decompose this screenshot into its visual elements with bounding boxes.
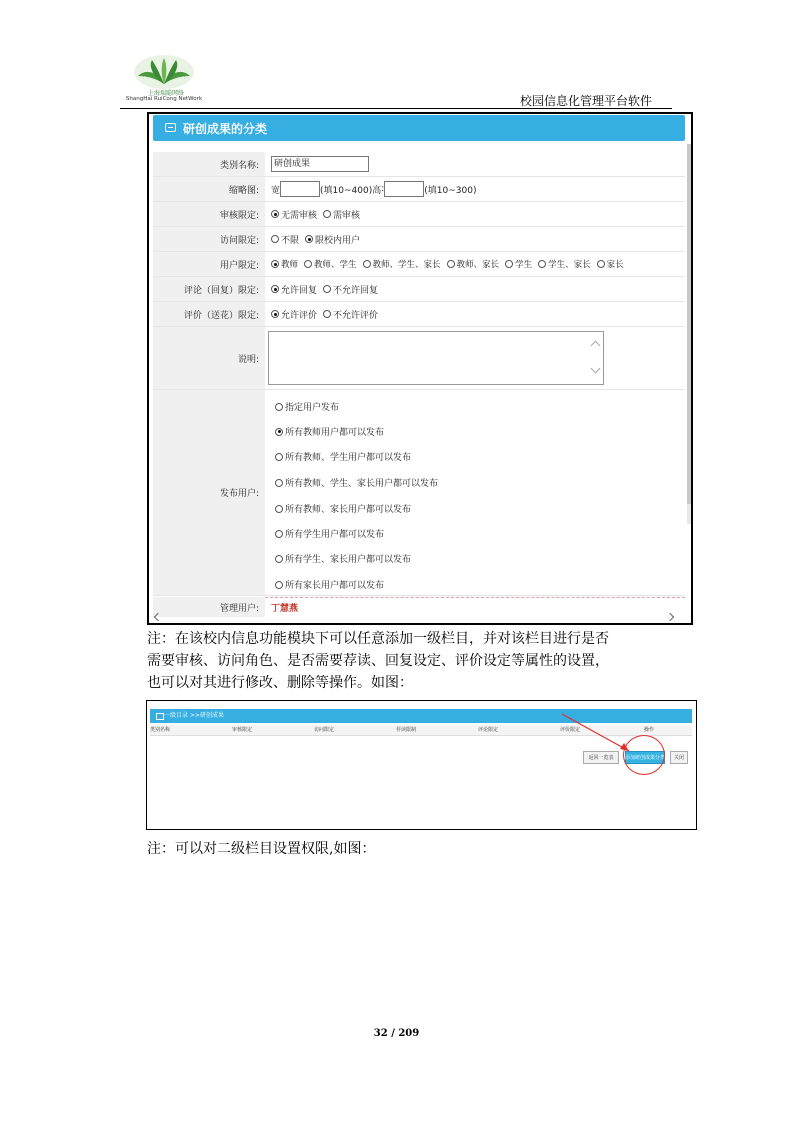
- note1-line1: 注：在该校内信息功能模块下可以任意添加一级栏目，并对该栏目进行是否: [147, 631, 609, 647]
- radio-selected-icon: [305, 235, 313, 243]
- rating-option-deny[interactable]: 不允许评价: [323, 308, 378, 321]
- review-option-no-review[interactable]: 无需审核: [271, 208, 317, 221]
- publisher-option-7[interactable]: 所有家长用户都可以发布: [275, 578, 384, 591]
- comment-option-allow[interactable]: 允许回复: [271, 283, 317, 296]
- column-header: 荐读限制: [396, 727, 417, 733]
- radio-icon: [275, 453, 283, 461]
- row-publisher: [153, 390, 685, 596]
- access-option-campus[interactable]: 限校内用户: [305, 233, 360, 246]
- radio-icon: [275, 555, 283, 563]
- logo-cn-text: 上海瑞聪网络: [147, 90, 184, 97]
- category-list-screenshot: [146, 700, 697, 830]
- row-access: [153, 227, 685, 252]
- chat-icon: [165, 123, 176, 132]
- radio-icon: [538, 260, 546, 268]
- scrollbar-thumb[interactable]: [687, 144, 691, 504]
- users-option-1[interactable]: 教师、学生: [304, 258, 357, 270]
- scroll-down-icon[interactable]: [591, 364, 601, 374]
- header-title: 校园信息化管理平台软件: [520, 94, 653, 108]
- users-option-6[interactable]: 家长: [597, 258, 624, 270]
- radio-icon: [275, 505, 283, 513]
- radio-selected-icon: [271, 310, 279, 318]
- users-option-4[interactable]: 学生: [505, 258, 532, 270]
- radio-selected-icon: [275, 428, 283, 436]
- users-option-2[interactable]: 教师、学生、家长: [363, 258, 441, 270]
- radio-icon: [275, 581, 283, 589]
- radio-icon: [323, 310, 331, 318]
- radio-icon: [275, 403, 283, 411]
- access-label: 访问限定:: [153, 227, 265, 251]
- logo-en-text: ShangHai RuiCong NetWork: [125, 96, 203, 102]
- category-form-screenshot: [147, 112, 693, 625]
- category-name-input[interactable]: 研创成果: [271, 156, 369, 172]
- form-title-bar: [153, 115, 685, 141]
- radio-icon: [363, 260, 371, 268]
- users-option-0[interactable]: 教师: [271, 258, 298, 270]
- width-input[interactable]: [280, 181, 320, 197]
- radio-icon: [304, 260, 312, 268]
- width-hint: (填10~400): [320, 185, 373, 196]
- radio-icon: [323, 285, 331, 293]
- row-category-name: [153, 152, 685, 177]
- column-header: 访问限定: [314, 727, 335, 733]
- radio-icon: [447, 260, 455, 268]
- height-hint: (填10~300): [424, 185, 477, 196]
- rating-option-allow[interactable]: 允许评价: [271, 308, 317, 321]
- manager-value[interactable]: 丁慧燕: [265, 597, 685, 617]
- column-header: 类别名称: [150, 727, 171, 733]
- row-manager: [153, 597, 685, 617]
- list-icon: [156, 713, 164, 720]
- rating-label: 评价（送花）限定:: [153, 302, 265, 326]
- radio-selected-icon: [271, 210, 279, 218]
- height-input[interactable]: [384, 181, 424, 197]
- radio-icon: [275, 479, 283, 487]
- scroll-up-icon[interactable]: [591, 341, 601, 351]
- column-header: 评论限定: [478, 727, 499, 733]
- width-prefix: 宽: [271, 185, 281, 196]
- note2: 注：可以对二级栏目设置权限,如图：: [147, 841, 376, 857]
- comment-option-deny[interactable]: 不允许回复: [323, 283, 378, 296]
- row-review: [153, 202, 685, 227]
- publisher-option-3[interactable]: 所有教师、学生、家长用户都可以发布: [275, 476, 438, 489]
- description-label: 说明:: [153, 327, 265, 389]
- height-prefix: 高: [372, 185, 382, 196]
- radio-icon: [271, 235, 279, 243]
- note1-line2: 需要审核、访问角色、是否需要荐读、回复设定、评价设定等属性的设置，: [147, 653, 609, 669]
- publisher-option-0[interactable]: 指定用户发布: [275, 400, 339, 413]
- radio-icon: [323, 210, 331, 218]
- radio-icon: [275, 530, 283, 538]
- row-users: [153, 252, 685, 277]
- header-divider: [120, 108, 672, 109]
- radio-selected-icon: [271, 260, 279, 268]
- column-header: 审核限定: [232, 727, 253, 733]
- close-button[interactable]: 关闭: [670, 751, 688, 764]
- breadcrumb[interactable]: 一级目录 >>研创成果: [164, 712, 224, 719]
- form-title: 研创成果的分类: [183, 122, 268, 136]
- review-label: 审核限定:: [153, 202, 265, 226]
- radio-selected-icon: [271, 285, 279, 293]
- row-description: [153, 327, 685, 390]
- column-header: 评价限定: [560, 727, 581, 733]
- thumbnail-label: 缩略图:: [153, 177, 265, 201]
- radio-icon: [505, 260, 513, 268]
- row-comment: [153, 277, 685, 302]
- description-textarea[interactable]: [268, 331, 604, 385]
- publisher-option-2[interactable]: 所有教师、学生用户都可以发布: [275, 450, 411, 463]
- column-header: 操作: [644, 727, 655, 733]
- back-to-list-button[interactable]: 返回一览表: [583, 751, 619, 764]
- publisher-label: 发布用户:: [153, 390, 265, 595]
- publisher-option-6[interactable]: 所有学生、家长用户都可以发布: [275, 552, 411, 565]
- annotation-arrow-icon: [557, 711, 637, 756]
- users-option-5[interactable]: 学生、家长: [538, 258, 591, 270]
- radio-icon: [597, 260, 605, 268]
- comment-label: 评论（回复）限定:: [153, 277, 265, 301]
- users-option-3[interactable]: 教师、家长: [447, 258, 500, 270]
- category-name-label: 类别名称:: [153, 152, 265, 176]
- publisher-option-4[interactable]: 所有教师、家长用户都可以发布: [275, 502, 411, 515]
- publisher-option-5[interactable]: 所有学生用户都可以发布: [275, 527, 384, 540]
- row-rating: [153, 302, 685, 327]
- review-option-review[interactable]: 需审核: [323, 208, 360, 221]
- note1-line3: 也可以对其进行修改、删除等操作。如图：: [147, 675, 413, 691]
- publisher-option-1[interactable]: 所有教师用户都可以发布: [275, 425, 384, 438]
- row-thumbnail: 缩略图: 宽 (填10~400) 高 : (填10~300): [153, 177, 685, 202]
- add-category-button[interactable]: 添加研创成果分类: [625, 751, 665, 764]
- page-number: 32 / 209: [373, 1028, 420, 1039]
- users-label: 用户限定:: [153, 252, 265, 276]
- manager-label: 管理用户:: [153, 597, 265, 617]
- access-option-unlimited[interactable]: 不限: [271, 233, 299, 246]
